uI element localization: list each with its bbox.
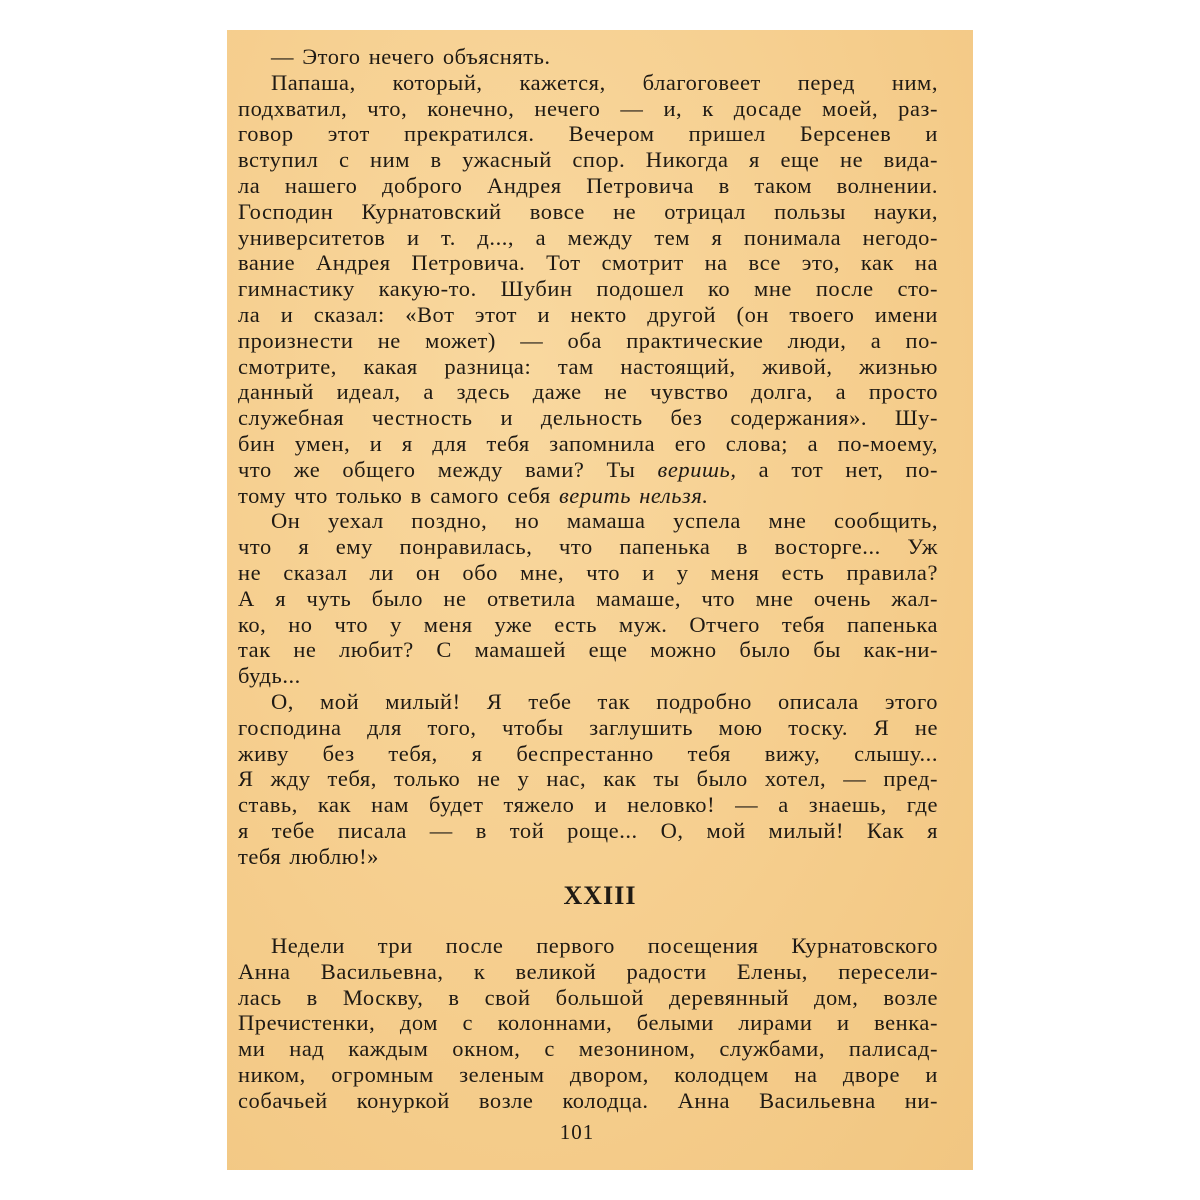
text-line: ником, огромным зеленым двором, колодцем на дворе и xyxy=(238,1061,938,1087)
text-line: я тебе писала — в той роще... О, мой милый! Как я xyxy=(238,817,938,843)
text-line: Недели три после первого посещения Курнатовского xyxy=(271,933,938,958)
text-line: так не любит? С мамашей еще можно было бы как-ни- xyxy=(238,637,938,663)
text-line: Папаша, который, кажется, благоговеет перед ним, xyxy=(271,69,938,95)
text-line: ла нашего доброго Андрея Петровича в таком волнении. xyxy=(238,172,938,198)
text-line: господина для того, чтобы заглушить мою тоску. Я не xyxy=(238,714,938,740)
text-line: живу без тебя, я беспрестанно тебя вижу, слышу... xyxy=(238,740,938,766)
text-line: ко, но что у меня уже есть муж. Отчего тебя папенька xyxy=(238,611,938,637)
text-fragment: что же общего между вами? Ты xyxy=(238,456,658,482)
text-line: А я чуть было не ответила мамаше, что мне очень жал- xyxy=(238,585,938,611)
text-line: собачьей конуркой возле колодца. Анна Васильевна ни- xyxy=(238,1087,938,1113)
text-line: университетов и т. д..., а между тем я понимала негодо- xyxy=(238,224,938,250)
text-line: что я ему понравилась, что папенька в восторге... Уж xyxy=(238,534,938,560)
text-line: говор этот прекратился. Вечером пришел Берсенев и xyxy=(238,121,938,147)
text-line xyxy=(238,457,938,483)
text-line: Он уехал поздно, но мамаша успела мне сообщить, xyxy=(271,508,938,534)
text-line: Пречистенки, дом с колоннами, белыми лирами и венка- xyxy=(238,1010,938,1036)
text-line: лась в Москву, в свой большой деревянный дом, возле xyxy=(238,984,938,1010)
text-line: смотрите, какая разница: там настоящий, живой, жизнью xyxy=(238,353,938,379)
text-line: Господин Курнатовский вовсе не отрицал пользы науки, xyxy=(238,198,938,224)
text-line: гимнастику какую-то. Шубин подошел ко мне после сто- xyxy=(238,276,938,302)
text-line: О, мой милый! Я тебе так подробно описала этого xyxy=(271,688,938,714)
text-line: бин умен, и я для тебя запомнила его слова; а по-моему, xyxy=(238,430,938,456)
body-text-top xyxy=(238,44,938,870)
text-line: ставь, как нам будет тяжело и неловко! — а знаешь, где xyxy=(238,792,938,818)
italic-emphasis: веришь, xyxy=(657,456,737,482)
page-number: 101 xyxy=(559,1120,595,1144)
text-line: будь... xyxy=(238,663,301,689)
body-text-bottom xyxy=(238,933,938,1114)
text-line xyxy=(238,483,938,509)
italic-emphasis: верить нельзя. xyxy=(558,482,709,508)
text-line: тебя люблю!» xyxy=(238,843,379,869)
text-line: данный идеал, а здесь даже не чувство долга, а просто xyxy=(238,379,938,405)
book-page xyxy=(227,30,973,1170)
text-line: Анна Васильевна, к великой радости Елены, пересели- xyxy=(238,958,938,984)
text-line: вание Андрея Петровича. Тот смотрит на все это, как на xyxy=(238,250,938,276)
chapter-heading: XXIII xyxy=(563,881,637,910)
text-line: Я жду тебя, только не у нас, как ты было хотел, — пред- xyxy=(238,766,938,792)
text-line: подхватил, что, конечно, нечего — и, к досаде моей, раз- xyxy=(238,95,938,121)
text-line: ла и сказал: «Вот этот и некто другой (он твоего имени xyxy=(238,301,938,327)
text-line: вступил с ним в ужасный спор. Никогда я еще не вида- xyxy=(238,147,938,173)
text-fragment: а тот нет, по- xyxy=(736,456,938,482)
text-line: не сказал ли он обо мне, что и у меня есть правила? xyxy=(238,559,938,585)
text-line: — Этого нечего объяснять. xyxy=(271,44,551,69)
text-line: ми над каждым окном, с мезонином, службами, палисад- xyxy=(238,1036,938,1062)
text-fragment: тому что только в самого себя xyxy=(238,482,559,508)
text-line: служебная честность и дельность без содержания». Шу- xyxy=(238,405,938,431)
text-line: произнести не может) — оба практические люди, а по- xyxy=(238,327,938,353)
